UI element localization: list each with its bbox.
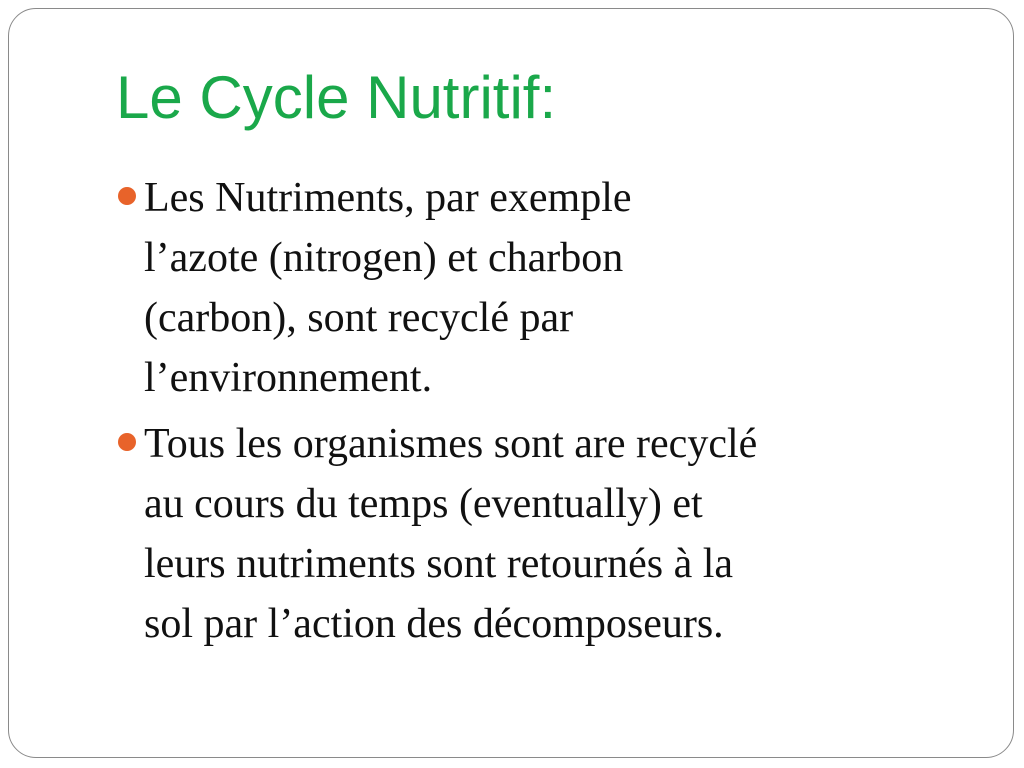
bullet-text-line: sol par l’action des décomposeurs. [144,601,724,647]
bullet-text-line: Les Nutriments, par exemple [144,175,632,221]
bullet-text-line: l’environnement. [144,355,433,401]
bullet-dot-icon [118,433,136,451]
bullet-dot-icon [118,187,136,205]
bullet-item [116,414,976,654]
slide-title: Le Cycle Nutritif: [116,64,557,131]
bullet-text-line: l’azote (nitrogen) et charbon [144,235,624,281]
bullet-item [116,168,976,408]
bullet-text-line: Tous les organismes sont are recyclé [144,421,758,467]
bullet-text-line: au cours du temps (eventually) et [144,481,703,527]
bullet-text-line: leurs nutriments sont retournés à la [144,541,734,587]
bullet-text-line: (carbon), sont recyclé par [144,295,574,341]
bullet-list [116,168,976,660]
